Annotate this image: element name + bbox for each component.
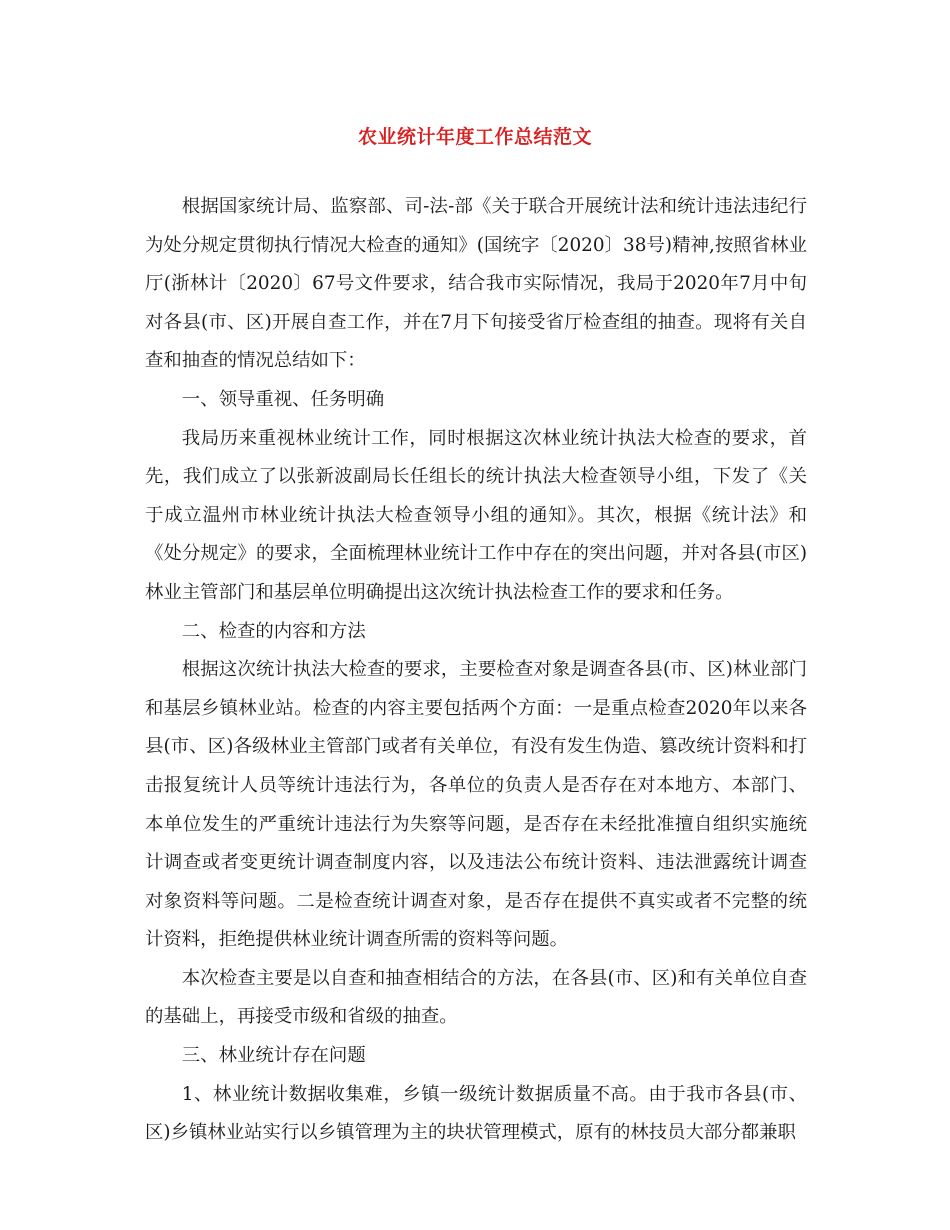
section-heading-2: 二、检查的内容和方法 [181,620,366,642]
paragraph-issue-1: 1、林业统计数据收集难，乡镇一级统计数据质量不高。由于我市各县(市、区)乡镇林业站实行以乡镇管理为主的块状管理模式，原有的林技员大部分都兼职 [145,1083,807,1144]
section-heading-3: 三、林业统计存在问题 [181,1045,366,1067]
document-body [145,188,807,1153]
paragraph-method: 本次检查主要是以自查和抽查相结合的方法，在各县(市、区)和有关单位自查的基础上，再接受市级和省级的抽查。 [145,967,807,1028]
document-title: 农业统计年度工作总结范文 [357,126,592,148]
paragraph-section-1: 我局历来重视林业统计工作，同时根据这次林业统计执法大检查的要求，首先，我们成立了以张新波副局长任组长的统计执法大检查领导小组，下发了《关于成立温州市林业统计执法大检查领导小组的通知》。其次，根据《统计法》和《处分规定》的要求，全面梳理林业统计工作中存在的突出问题，并对各县(市区)林业主管部门和基层单位明确提出这次统计执法检查工作的要求和任务。 [145,427,807,603]
section-heading-1: 一、领导重视、任务明确 [181,388,385,410]
paragraph-section-2: 根据这次统计执法大检查的要求，主要检查对象是调查各县(市、区)林业部门和基层乡镇林业站。检查的内容主要包括两个方面：一是重点检查2020年以来各县(市、区)各级林业主管部门或者有关单位，有没有发生伪造、篡改统计资料和打击报复统计人员等统计违法行为，各单位的负责人是否存在对本地方、本部门、本单位发生的严重统计违法行为失察等问题，是否存在未经批准擅自组织实施统计调查或者变更统计调查制度内容，以及违法公布统计资料、违法泄露统计调查对象资料等问题。二是检查统计调查对象，是否存在提供不真实或者不完整的统计资料，拒绝提供林业统计调查所需的资料等问题。 [145,659,807,951]
paragraph-intro: 根据国家统计局、监察部、司-法-部《关于联合开展统计法和统计违法违纪行为处分规定贯彻执行情况大检查的通知》(国统字〔2020〕38号)精神,按照省林业厅(浙林计〔2020〕67号文件要求，结合我市实际情况，我局于2020年7月中旬对各县(市、区)开展自查工作，并在7月下旬接受省厅检查组的抽查。现将有关自查和抽查的情况总结如下： [145,196,807,372]
